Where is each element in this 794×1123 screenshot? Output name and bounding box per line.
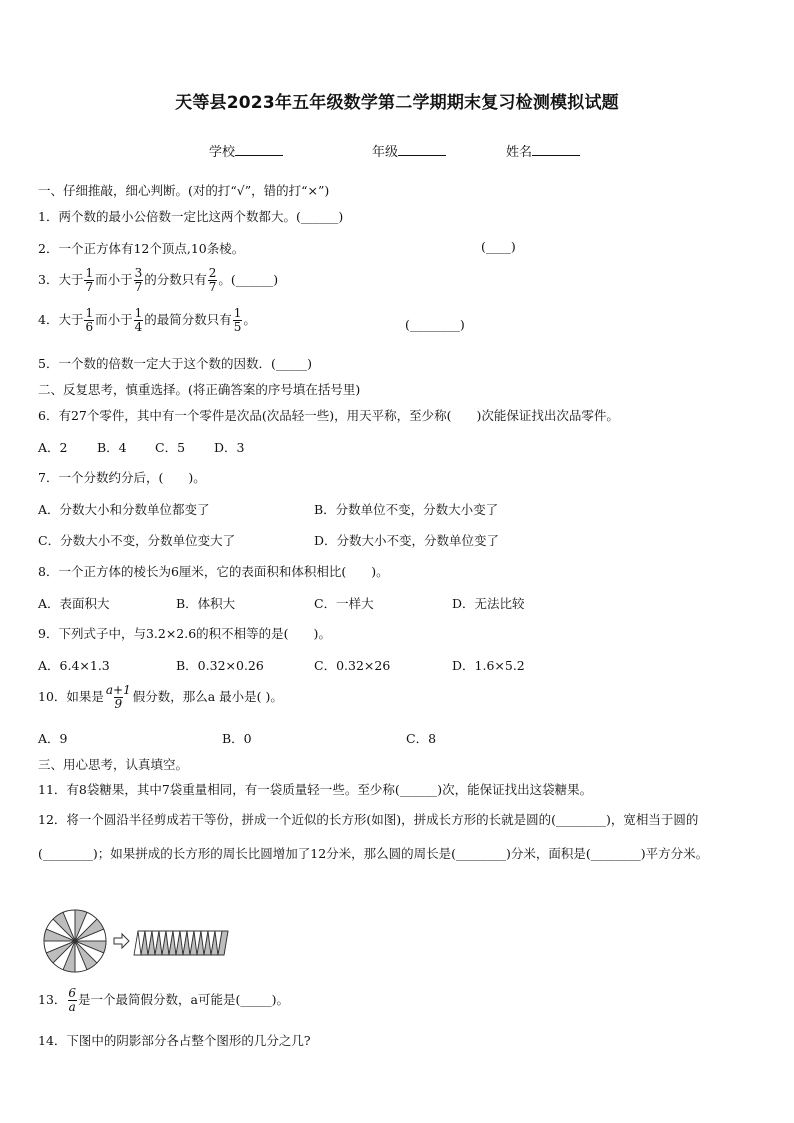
grade-blank[interactable] <box>398 142 446 156</box>
section-3-heading: 三、用心思考，认真填空。 <box>38 757 189 772</box>
question-4-answer-paren: (________) <box>405 317 465 332</box>
grade-field <box>372 141 446 160</box>
question-1: 1．两个数的最小公倍数一定比这两个数都大。(______) <box>38 209 344 224</box>
name-label: 姓名 <box>506 145 533 160</box>
q8-option-b[interactable]: B．体积大 <box>176 596 236 611</box>
school-field <box>209 141 283 160</box>
section-2-heading: 二、反复思考，慎重选择。(将正确答案的序号填在括号里) <box>38 382 361 397</box>
frac-den: 6 <box>85 320 94 334</box>
question-5: 5．一个数的倍数一定大于这个数的因数．(_____) <box>38 356 312 371</box>
question-3 <box>38 267 278 294</box>
grade-label: 年级 <box>372 145 399 160</box>
question-14: 14．下图中的阴影部分各占整个图形的几分之几? <box>38 1033 311 1048</box>
question-10-pre: 10．如果是 <box>38 689 104 704</box>
q9-option-b[interactable]: B．0.32×0.26 <box>176 658 264 673</box>
q9-option-c[interactable]: C．0.32×26 <box>314 658 391 673</box>
question-2: 2．一个正方体有12个顶点,10条棱。 <box>38 241 245 256</box>
section-1-heading: 一、仔细推敲，细心判断。(对的打“√”，错的打“×”) <box>38 183 330 198</box>
q7-option-a[interactable]: A．分数大小和分数单位都变了 <box>38 502 210 517</box>
frac-den: 7 <box>85 280 94 294</box>
q8-option-c[interactable]: C．一样大 <box>314 596 374 611</box>
question-13-post: 是一个最简假分数，a可能是(_____)。 <box>78 992 290 1007</box>
fraction-1-4 <box>134 307 144 334</box>
q7-option-c[interactable]: C．分数大小不变，分数单位变大了 <box>38 533 236 548</box>
question-3-mid2: 的分数只有 <box>144 272 207 287</box>
q6-option-b[interactable]: B．4 <box>97 440 127 455</box>
name-field <box>506 141 580 160</box>
question-10-post: 假分数，那么a 最小是( )。 <box>132 689 283 704</box>
q9-option-a[interactable]: A．6.4×1.3 <box>38 658 110 673</box>
question-4-post: 。 <box>243 312 256 327</box>
frac-num: 1 <box>85 266 94 280</box>
frac-den: 5 <box>233 320 242 334</box>
frac-num: 1 <box>134 306 143 320</box>
q10-option-b[interactable]: B．0 <box>222 731 252 746</box>
sectored-circle <box>44 910 106 972</box>
frac-den: 9 <box>114 697 123 711</box>
name-blank[interactable] <box>532 142 580 156</box>
fraction-1-5 <box>233 307 243 334</box>
frac-den: 4 <box>134 320 143 334</box>
q6-option-a[interactable]: A．2 <box>38 440 68 455</box>
frac-num: 6 <box>68 986 77 1000</box>
q8-option-a[interactable]: A．表面积大 <box>38 596 110 611</box>
q10-option-c[interactable]: C．8 <box>406 731 437 746</box>
q9-option-d[interactable]: D．1.6×5.2 <box>452 658 525 673</box>
question-10 <box>38 684 283 711</box>
q6-option-c[interactable]: C．5 <box>155 440 186 455</box>
question-7: 7．一个分数约分后，( )。 <box>38 470 206 485</box>
q10-option-a[interactable]: A．9 <box>38 731 68 746</box>
question-4 <box>38 307 256 334</box>
question-6: 6．有27个零件，其中有一个零件是次品(次品轻一些)，用天平称，至少称( )次能保证找出次品零件。 <box>38 408 619 423</box>
fraction-3-7 <box>134 267 144 294</box>
exam-title: 天等县2023年五年级数学第二学期期末复习检测模拟试题 <box>175 93 619 113</box>
question-8: 8．一个正方体的棱长为6厘米，它的表面积和体积相比( )。 <box>38 564 389 579</box>
circle-to-rectangle-figure <box>42 908 242 978</box>
question-3-post: 。(______) <box>218 272 279 287</box>
frac-den: a <box>68 1000 76 1014</box>
hollow-arrow-icon <box>114 934 129 948</box>
fraction-1-7 <box>84 267 94 294</box>
q8-option-d[interactable]: D．无法比较 <box>452 596 525 611</box>
frac-den: 7 <box>208 280 217 294</box>
frac-num: 2 <box>208 266 217 280</box>
question-4-mid: 而小于 <box>95 312 133 327</box>
question-12: 12．将一个圆沿半径剪成若干等份，拼成一个近似的长方形(如图)，拼成长方形的长就是圆的(________)，宽相当于圆的(________)；如果拼成的长方形的周长比圆增加了12分米，那么圆的周长是(________)分米，面积是(________)平方分米。 <box>38 812 709 861</box>
frac-num: 1 <box>233 306 242 320</box>
question-13-pre: 13． <box>38 992 67 1007</box>
fraction-a-plus-1-over-9 <box>105 684 132 711</box>
question-9: 9．下列式子中，与3.2×2.6的积不相等的是( )。 <box>38 626 331 641</box>
fraction-6-over-a <box>67 987 77 1014</box>
question-11: 11．有8袋糖果，其中7袋重量相同，有一袋质量轻一些。至少称(______)次，能保证找出这袋糖果。 <box>38 782 593 797</box>
question-13 <box>38 987 289 1014</box>
frac-num: 1 <box>85 306 94 320</box>
frac-num: a+1 <box>105 683 131 697</box>
frac-den: 7 <box>134 280 143 294</box>
approximate-rectangle <box>134 931 228 955</box>
frac-num: 3 <box>134 266 143 280</box>
school-blank[interactable] <box>235 142 283 156</box>
question-3-pre: 3．大于 <box>38 272 84 287</box>
q7-option-b[interactable]: B．分数单位不变，分数大小变了 <box>314 502 499 517</box>
question-4-mid2: 的最简分数只有 <box>144 312 232 327</box>
q7-option-d[interactable]: D．分数大小不变，分数单位变了 <box>314 533 500 548</box>
question-4-pre: 4．大于 <box>38 312 84 327</box>
school-label: 学校 <box>209 145 236 160</box>
fraction-1-6 <box>84 307 94 334</box>
fraction-2-7 <box>208 267 218 294</box>
question-3-mid: 而小于 <box>95 272 133 287</box>
q6-option-d[interactable]: D．3 <box>214 440 245 455</box>
question-2-answer-paren: (____) <box>481 239 516 254</box>
